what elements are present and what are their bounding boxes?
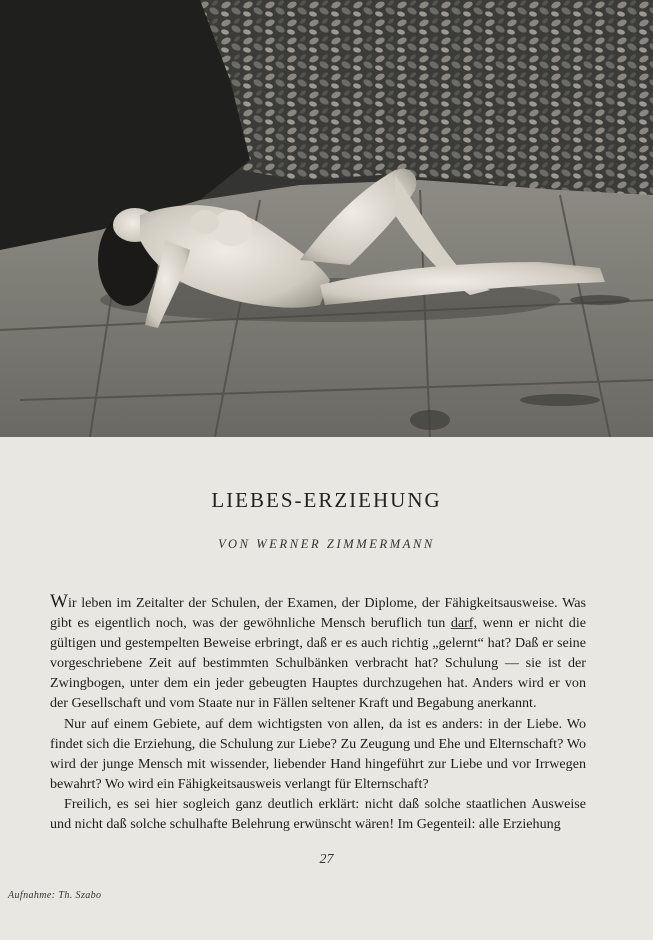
photo-credit: Aufnahme: Th. Szabo — [8, 890, 102, 901]
paragraph-2: Nur auf einem Gebiete, auf dem wichtigsten von allen, da ist es anders: in der Liebe. Wo findet sich die Erziehung, die Schulung zur Liebe? Zu Zeugung und Ehe und Elternschaft? Wo wird der junge Mensch mit wissender, liebender Hand hingeführt zur Liebe und vor Irrwegen bewahrt? Wo wird ein Fähigkeitsausweis verlangt für Elternschaft? — [50, 715, 586, 792]
photo-illustration — [0, 0, 653, 437]
article-byline: VON WERNER ZIMMERMANN — [218, 537, 435, 551]
paragraph-1 — [50, 592, 586, 714]
paragraph-1-text-b: wenn er nicht die gültigen und gestempelten Beweise erbringt, daß er es auch richtig „gelernt“ hat? Daß er seine vorgeschriebene Zeit auf bestimmten Schulbänken verbracht hat? Schulung — sie ist der Zwingbogen, unter dem ein jeder gebeugten Hauptes durchzugehen hat. Anders wird er von der Gesellschaft und vom Staate nur in Fällen seltener Kraft und Begabung anerkannt. — [50, 615, 586, 712]
header-photograph — [0, 0, 653, 437]
article-body — [50, 592, 586, 834]
handwritten-marked-word: darf, — [450, 615, 478, 632]
paragraph-3: Freilich, es sei hier sogleich ganz deutlich erklärt: nicht daß solche staatlichen Ausweise und nicht daß solche schulhafte Belehrung erwünscht wären! Im Gegenteil: alle Erziehung — [50, 795, 586, 833]
page-number: 27 — [319, 852, 334, 867]
initial-letter: W — [50, 591, 68, 612]
paragraph-1-text-a: ir leben im Zeitalter der Schulen, der Examen, der Diplome, der Fähigkeitsausweise. Was gibt es eigentlich noch, was der gewöhnliche Mensch beruflich tun — [50, 595, 586, 632]
article-title: LIEBES-ERZIEHUNG — [211, 488, 442, 512]
